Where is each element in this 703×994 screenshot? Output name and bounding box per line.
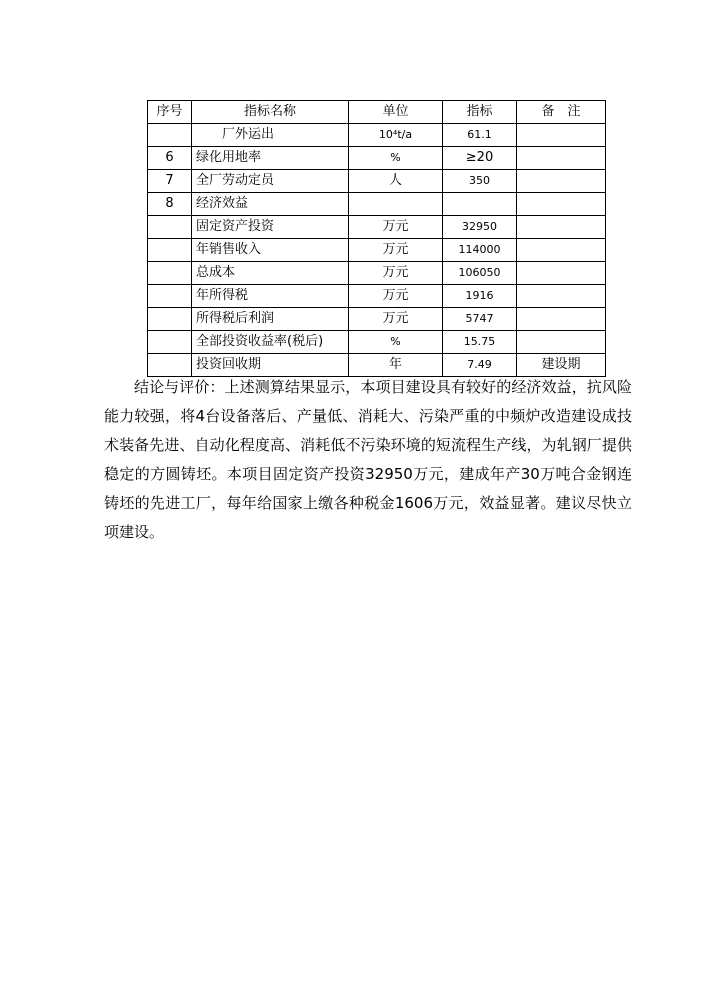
header-unit: 单位 xyxy=(349,101,443,124)
table-row xyxy=(148,147,606,170)
row-value: 114000 xyxy=(443,239,517,262)
row-unit: 万元 xyxy=(349,239,443,262)
row-note xyxy=(517,193,606,216)
header-seq: 序号 xyxy=(148,101,192,124)
row-value: 1916 xyxy=(443,285,517,308)
row-seq xyxy=(148,216,192,239)
table-row xyxy=(148,239,606,262)
row-unit: 10⁴t/a xyxy=(349,124,443,147)
row-value: 61.1 xyxy=(443,124,517,147)
table-row xyxy=(148,262,606,285)
row-seq xyxy=(148,124,192,147)
table-row xyxy=(148,308,606,331)
row-note xyxy=(517,308,606,331)
row-name: 投资回收期 xyxy=(192,354,349,377)
row-unit: % xyxy=(349,147,443,170)
indicator-table xyxy=(147,100,606,377)
row-unit: 万元 xyxy=(349,308,443,331)
row-name: 厂外运出 xyxy=(192,124,349,147)
row-seq: 6 xyxy=(148,147,192,170)
row-unit: 人 xyxy=(349,170,443,193)
row-seq xyxy=(148,262,192,285)
row-note xyxy=(517,331,606,354)
row-seq xyxy=(148,285,192,308)
header-value: 指标 xyxy=(443,101,517,124)
row-value: 15.75 xyxy=(443,331,517,354)
row-name: 年所得税 xyxy=(192,285,349,308)
row-note xyxy=(517,216,606,239)
row-note: 建设期 xyxy=(517,354,606,377)
row-name: 总成本 xyxy=(192,262,349,285)
row-unit: 万元 xyxy=(349,285,443,308)
row-unit: 年 xyxy=(349,354,443,377)
row-value: 5747 xyxy=(443,308,517,331)
row-note xyxy=(517,239,606,262)
row-unit: 万元 xyxy=(349,216,443,239)
row-value: ≥20 xyxy=(443,147,517,170)
row-seq: 8 xyxy=(148,193,192,216)
row-value xyxy=(443,193,517,216)
conclusion-section xyxy=(104,373,632,547)
row-seq xyxy=(148,308,192,331)
row-seq: 7 xyxy=(148,170,192,193)
row-note xyxy=(517,124,606,147)
row-value: 106050 xyxy=(443,262,517,285)
table-row xyxy=(148,124,606,147)
header-name: 指标名称 xyxy=(192,101,349,124)
table-row xyxy=(148,331,606,354)
row-note xyxy=(517,285,606,308)
row-name: 全部投资收益率(税后) xyxy=(192,331,349,354)
table-row xyxy=(148,285,606,308)
row-name: 经济效益 xyxy=(192,193,349,216)
table-row xyxy=(148,216,606,239)
header-note: 备 注 xyxy=(517,101,606,124)
table-header-row xyxy=(148,101,606,124)
row-value: 350 xyxy=(443,170,517,193)
row-note xyxy=(517,262,606,285)
row-value: 32950 xyxy=(443,216,517,239)
row-name: 年销售收入 xyxy=(192,239,349,262)
row-seq xyxy=(148,239,192,262)
row-name: 所得税后利润 xyxy=(192,308,349,331)
row-note xyxy=(517,170,606,193)
table-row xyxy=(148,170,606,193)
row-name: 全厂劳动定员 xyxy=(192,170,349,193)
conclusion-paragraph: 结论与评价：上述测算结果显示，本项目建设具有较好的经济效益，抗风险能力较强，将4台设备落后、产量低、消耗大、污染严重的中频炉改造建设成技术装备先进、自动化程度高、消耗低不污染环境的短流程生产线，为轧钢厂提供稳定的方圆铸坯。本项目固定资产投资32950万元，建成年产30万吨合金钢连铸坯的先进工厂，每年给国家上缴各种税金1606万元，效益显著。建议尽快立项建设。 xyxy=(104,378,632,541)
row-unit: 万元 xyxy=(349,262,443,285)
table-row xyxy=(148,193,606,216)
row-unit xyxy=(349,193,443,216)
row-name: 固定资产投资 xyxy=(192,216,349,239)
row-seq xyxy=(148,331,192,354)
row-value: 7.49 xyxy=(443,354,517,377)
row-name: 绿化用地率 xyxy=(192,147,349,170)
row-note xyxy=(517,147,606,170)
row-unit: % xyxy=(349,331,443,354)
